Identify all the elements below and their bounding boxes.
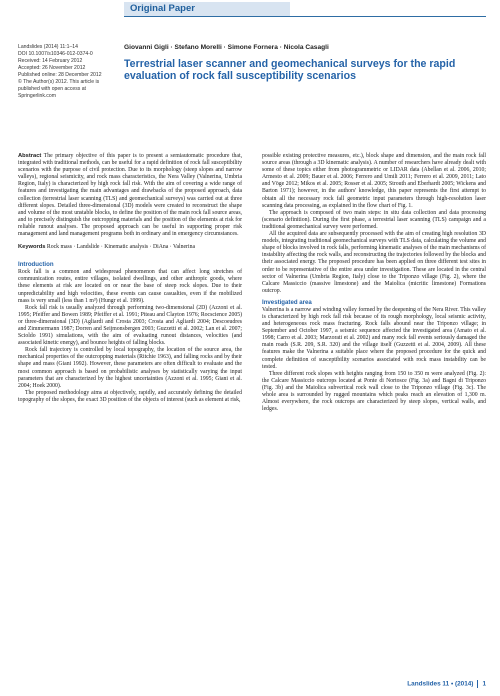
original-paper-label: Original Paper bbox=[124, 2, 290, 16]
intro-paragraph: Rock fall risk is usually analyzed through performing two-dimensional (2D) (Azzoni et al. 1995; Pfeiffer and Bowen 1989; Pfeiffer et al. 1991; Piteau and Clayton 1976; Rocscience 2005) or three-dimensional (3D) (Agliardi and Crosta 2003; Crosta and Agliardi 2004; Descoeudres and Zimmermann 1987; Dorren and Seijmonsbergen 2003; Guzzetti et al. 2002; Lan et al. 2007; Scioldo 1991) simulations, with the aim of evaluating runout distances, velocities (and associated kinetic energy), and bounce heights of falling blocks. bbox=[18, 304, 242, 347]
section-heading-investigated-area: Investigated area bbox=[262, 298, 312, 306]
journal-citation: Landslides 11 • (2014) bbox=[407, 680, 474, 688]
intro-paragraph: The proposed methodology aims at objectively, rapidly, and accurately defining the detailed topography of the slopes, the exact 3D position of the objects of interest (such as element at risk, bbox=[18, 389, 242, 403]
intro-paragraph: Rock fall is a common and widespread phenomenon that can affect long stretches of communication routes, entire villages, isolated dwellings, and other anthropic goods, where these elements at risk are located on or near the base of steep rock slopes. Due to their unpredictability and high velocities, these events can cause casualties, even if the mobilized mass is very small (less than 1 m³) (Hungr et al. 1999). bbox=[18, 269, 242, 304]
intro-paragraph: Rock fall trajectory is controlled by local topography, the location of the source area, the mechanical properties of the outcropping materials (Ritchie 1963), and falling rocks and by their shape and mass (Giani 1992). However, these parameters are often difficult to evaluate and the most common approach is based on probabilistic analyses by statistically varying the input parameters that are characterized by the highest uncertainties (Azzoni et al. 1995; Giani et al. 2004; Hoek 2000). bbox=[18, 347, 242, 389]
meta-line: Landslides (2014) 11:1–14 bbox=[18, 44, 78, 50]
right-column bbox=[262, 153, 486, 413]
page-footer bbox=[407, 680, 486, 688]
keywords-label: Keywords bbox=[18, 244, 46, 251]
body-paragraph: Valnerina is a narrow and winding valley formed by the deepening of the Nera River. This valley is characterized by high rock fall risk because of its rough morphology, local seismic activity, and heterogeneous rock mass fracturing. Rock falls abound near the Triponzo village; in September and October 1997, a seismic sequence affected the investigated area (Amato et al. 1998; Carro et al. 2003; Marzorati et al. 2002) and many rock fall events seriously damaged the main roads (S.R. 209, S.R. 320) and the village itself (Guzzetti et al. 2004, 2009). All these features make the Valnerina a suitable place where the proposed procedure for the quick and complete definition of susceptibility scenarios associated with rock mass instability can be tested. bbox=[262, 306, 486, 370]
abstract-text: The primary objective of this paper is to present a semiautomatic procedure that, integrated with traditional methods, can be useful for a rapid definition of rock fall susceptibility scenarios with the purpose of civil protection. Due to its morphology (steep slopes and narrow valleys), regional seismicity, and rock mass characteristics, the Nera Valley (Valnerina, Umbria Region, Italy) is characterized by high rock fall risk. With the aim of covering a wide range of features and investigating the main advantages and drawbacks of the proposed approach, data collection (terrestrial laser scanning (TLS) and geomechanical surveys) was carried out at three different slopes. Detailed three-dimensional (3D) models were created to reconstruct the shape and volume of the most unstable blocks, to define the position of the main rock fall source areas, and to precisely distinguish the outcropping materials and the position of the elements at risk for reliable runout analyses. The proposed approach can be useful in supporting proper risk management and land management programs both in ordinary and in emergency circumstances. bbox=[18, 153, 243, 238]
body-paragraph: possible existing protective measures, etc.), block shape and dimension, and the main rock fall source areas (through a 3D kinematic analysis). A number of researchers have already dealt with some of these topics either from photogrammetric or LIDAR data (Abellan et al. 2006, 2010; Armesto et al. 2009; Bauer et al. 2006; Ferrero and Umili 2011; Ferrero et al. 2009, 2011; Lato and Vöge 2012; Mikos et al. 2005; Rosser et al. 2005; Strouth and Eberhardt 2005; Wickens and Barton 1971); however, in the authors' knowledge, this paper represents the first attempt to obtain all the necessary rock fall geometric input parameters through high-resolution laser scanning data processing, as explained in the flow chart of Fig. 1. bbox=[262, 153, 486, 209]
meta-line: Accepted: 26 November 2012 bbox=[18, 65, 86, 72]
meta-line: Received: 14 February 2012 bbox=[18, 58, 83, 65]
meta-line: published with open access at bbox=[18, 86, 86, 93]
body-paragraph: The approach is composed of two main steps: in situ data collection and data processing (scenario definition). During the first phase, a terrestrial laser scanning (TLS) campaign and a traditional geomechanical survey were performed. bbox=[262, 209, 486, 230]
article-metadata bbox=[18, 44, 122, 100]
body-paragraph: Three different rock slopes with heights ranging from 150 to 350 m were analyzed (Fig. 2): the Calcare Massiccio outcrops located at Ponte di Nortosce (Fig. 3a) and Bagni di Triponzo (Fig. 3b) and the Maiolica subvertical rock wall close to the Triponzo village (Fig. 3c). The whole area is surrounded by rugged mountains which peaks reach an elevation of 1,300 m. Almost everywhere, the rock outcrops are characterized by steep slopes, vertical walls, and ledges. bbox=[262, 370, 486, 413]
abstract-paragraph bbox=[18, 153, 242, 238]
header-rule bbox=[124, 16, 486, 17]
keywords-paragraph bbox=[18, 244, 242, 251]
left-column bbox=[18, 153, 242, 404]
body-paragraph: All the acquired data are subsequently processed with the aim of creating high resolution 3D models, integrating traditional geomechanical surveys with TLS data, calculating the volume and shape of blocks involved in rock falls, performing kinematic analyses of the main mechanisms of instability affecting the rock walls, and reconstructing the trajectories followed by the blocks and their associated energy. The proposed procedure has been applied on three different test sites in order to be representative of the entire area under investigation. These are located in the central sector of Valnerina (Umbria Region, Italy) close to the Triponzo village (Fig. 2), where the Calcare Massiccio (massive limestone) and the Maiolica (micritic limestone) Formations outcrop. bbox=[262, 231, 486, 294]
paper-title: Terrestrial laser scanner and geomechanical surveys for the rapid evaluation of rock fall susceptibility scenarios bbox=[124, 58, 456, 83]
abstract-label: Abstract bbox=[18, 153, 42, 159]
meta-line: DOI 10.1007/s10346-012-0374-0 bbox=[18, 51, 93, 58]
meta-line: Springerlink.com bbox=[18, 93, 56, 100]
section-heading-introduction: Introduction bbox=[18, 261, 54, 269]
keywords-text: Rock mass · Landslide · Kinematic analysis · DiAna · Valnerina bbox=[46, 244, 195, 251]
page-number: 1 bbox=[482, 680, 486, 688]
footer-divider bbox=[477, 680, 478, 688]
spacer bbox=[18, 251, 242, 257]
author-list: Giovanni Gigli · Stefano Morelli · Simone Fornera · Nicola Casagli bbox=[124, 44, 329, 51]
meta-line: © The Author(s) 2012. This article is bbox=[18, 79, 100, 86]
meta-line: Published online: 28 December 2012 bbox=[18, 72, 102, 79]
